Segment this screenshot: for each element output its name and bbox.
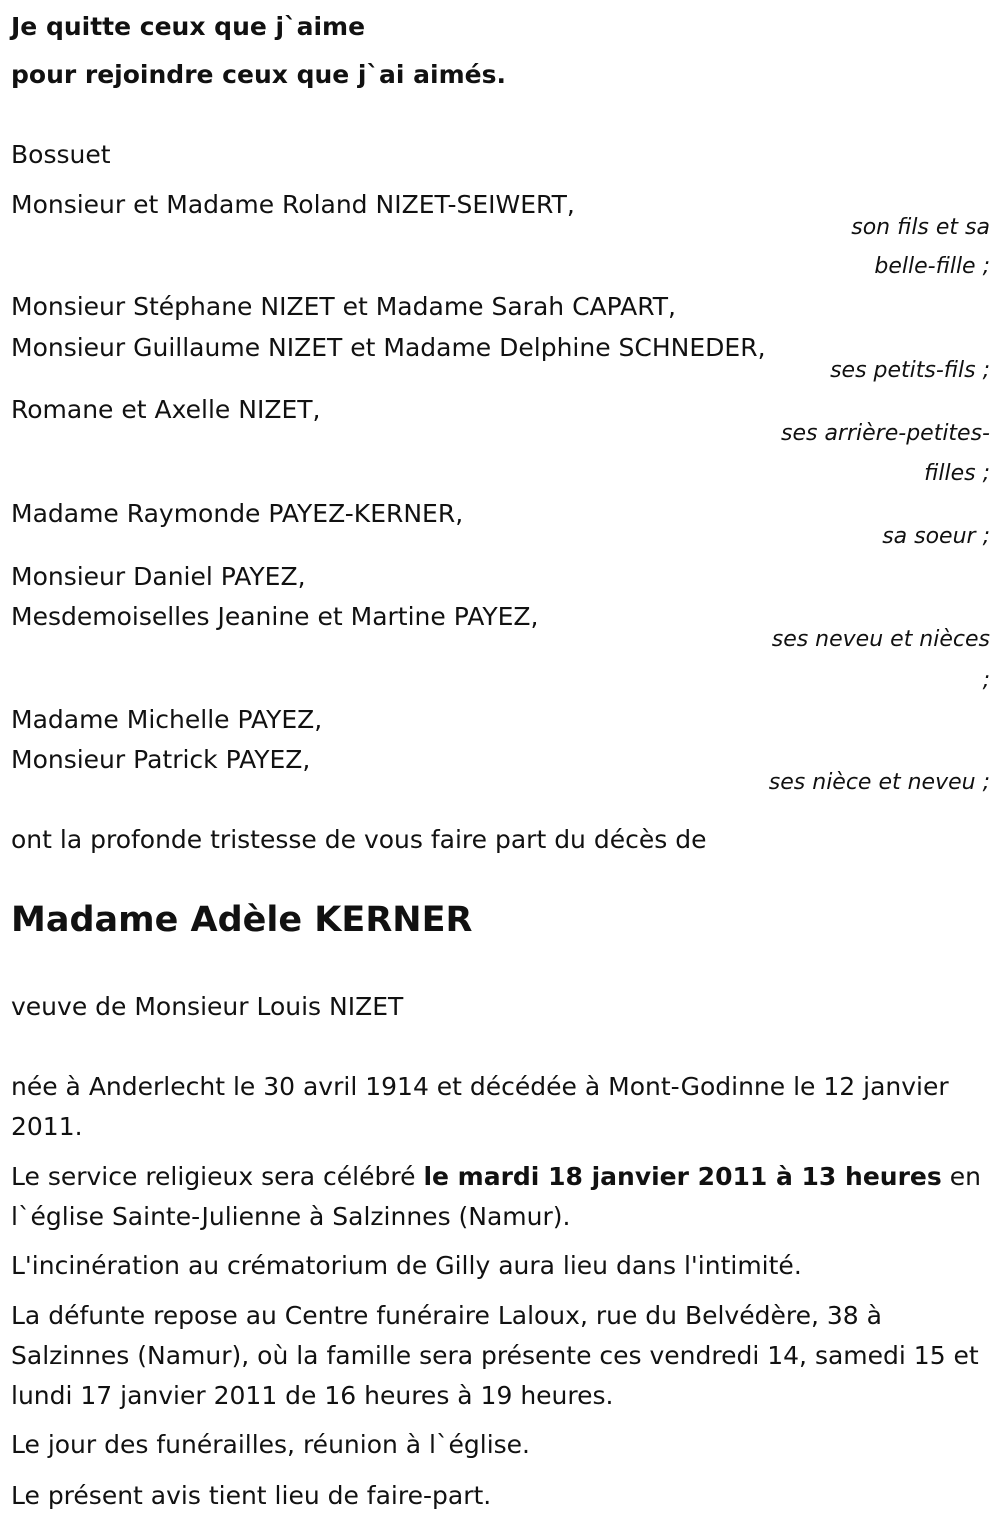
family-name: Monsieur Guillaume NIZET et Madame Delphine SCHNEDER, xyxy=(11,333,766,362)
cremation-paragraph: L'incinération au crématorium de Gilly aura lieu dans l'intimité. xyxy=(11,1251,802,1280)
widow-line: veuve de Monsieur Louis NIZET xyxy=(11,992,404,1021)
quote-line-1: Je quitte ceux que j`aime xyxy=(11,12,366,41)
family-name: Monsieur Stéphane NIZET et Madame Sarah CAPART, xyxy=(11,292,676,321)
family-name: Mesdemoiselles Jeanine et Martine PAYEZ, xyxy=(11,602,539,631)
family-name: Madame Michelle PAYEZ, xyxy=(11,705,323,734)
relation-label: sa soeur ; xyxy=(882,524,990,549)
service-text: Le service religieux sera célébré xyxy=(11,1162,424,1191)
relation-label: ses petits-fils ; xyxy=(830,358,990,383)
service-text: en l`église Sainte-Julienne à Salzinnes (Namur). xyxy=(11,1162,981,1231)
relation-label: ses arrière-petites- xyxy=(781,421,990,446)
service-paragraph xyxy=(11,1157,996,1237)
family-name: Romane et Axelle NIZET, xyxy=(11,395,321,424)
family-name: Monsieur Patrick PAYEZ, xyxy=(11,745,311,774)
notice-paragraph: Le présent avis tient lieu de faire-part. xyxy=(11,1481,492,1510)
deceased-name: Madame Adèle KERNER xyxy=(11,900,473,940)
reunion-paragraph: Le jour des funérailles, réunion à l`église. xyxy=(11,1430,530,1459)
announcement: ont la profonde tristesse de vous faire part du décès de xyxy=(11,825,707,854)
service-date: le mardi 18 janvier 2011 à 13 heures xyxy=(423,1162,942,1191)
relation-label: ; xyxy=(982,668,990,693)
relation-label: ses nièce et neveu ; xyxy=(768,770,990,795)
relation-label: son fils et sa xyxy=(851,215,990,240)
relation-label: ses neveu et nièces xyxy=(771,627,990,652)
family-name: Madame Raymonde PAYEZ-KERNER, xyxy=(11,499,464,528)
family-name: Monsieur Daniel PAYEZ, xyxy=(11,562,306,591)
relation-label: filles ; xyxy=(924,461,990,486)
relation-label: belle-fille ; xyxy=(874,254,990,279)
birth-death-paragraph: née à Anderlecht le 30 avril 1914 et décédée à Mont-Godinne le 12 janvier 2011. xyxy=(11,1072,949,1141)
place: Bossuet xyxy=(11,140,111,169)
repose-paragraph: La défunte repose au Centre funéraire Laloux, rue du Belvédère, 38 à Salzinnes (Namur), où la famille sera présente ces vendredi 14, samedi 15 et lundi 17 janvier 2011 de 16 heures à 19 heures. xyxy=(11,1301,979,1410)
quote-line-2: pour rejoindre ceux que j`ai aimés. xyxy=(11,60,506,89)
family-name: Monsieur et Madame Roland NIZET-SEIWERT, xyxy=(11,190,575,219)
